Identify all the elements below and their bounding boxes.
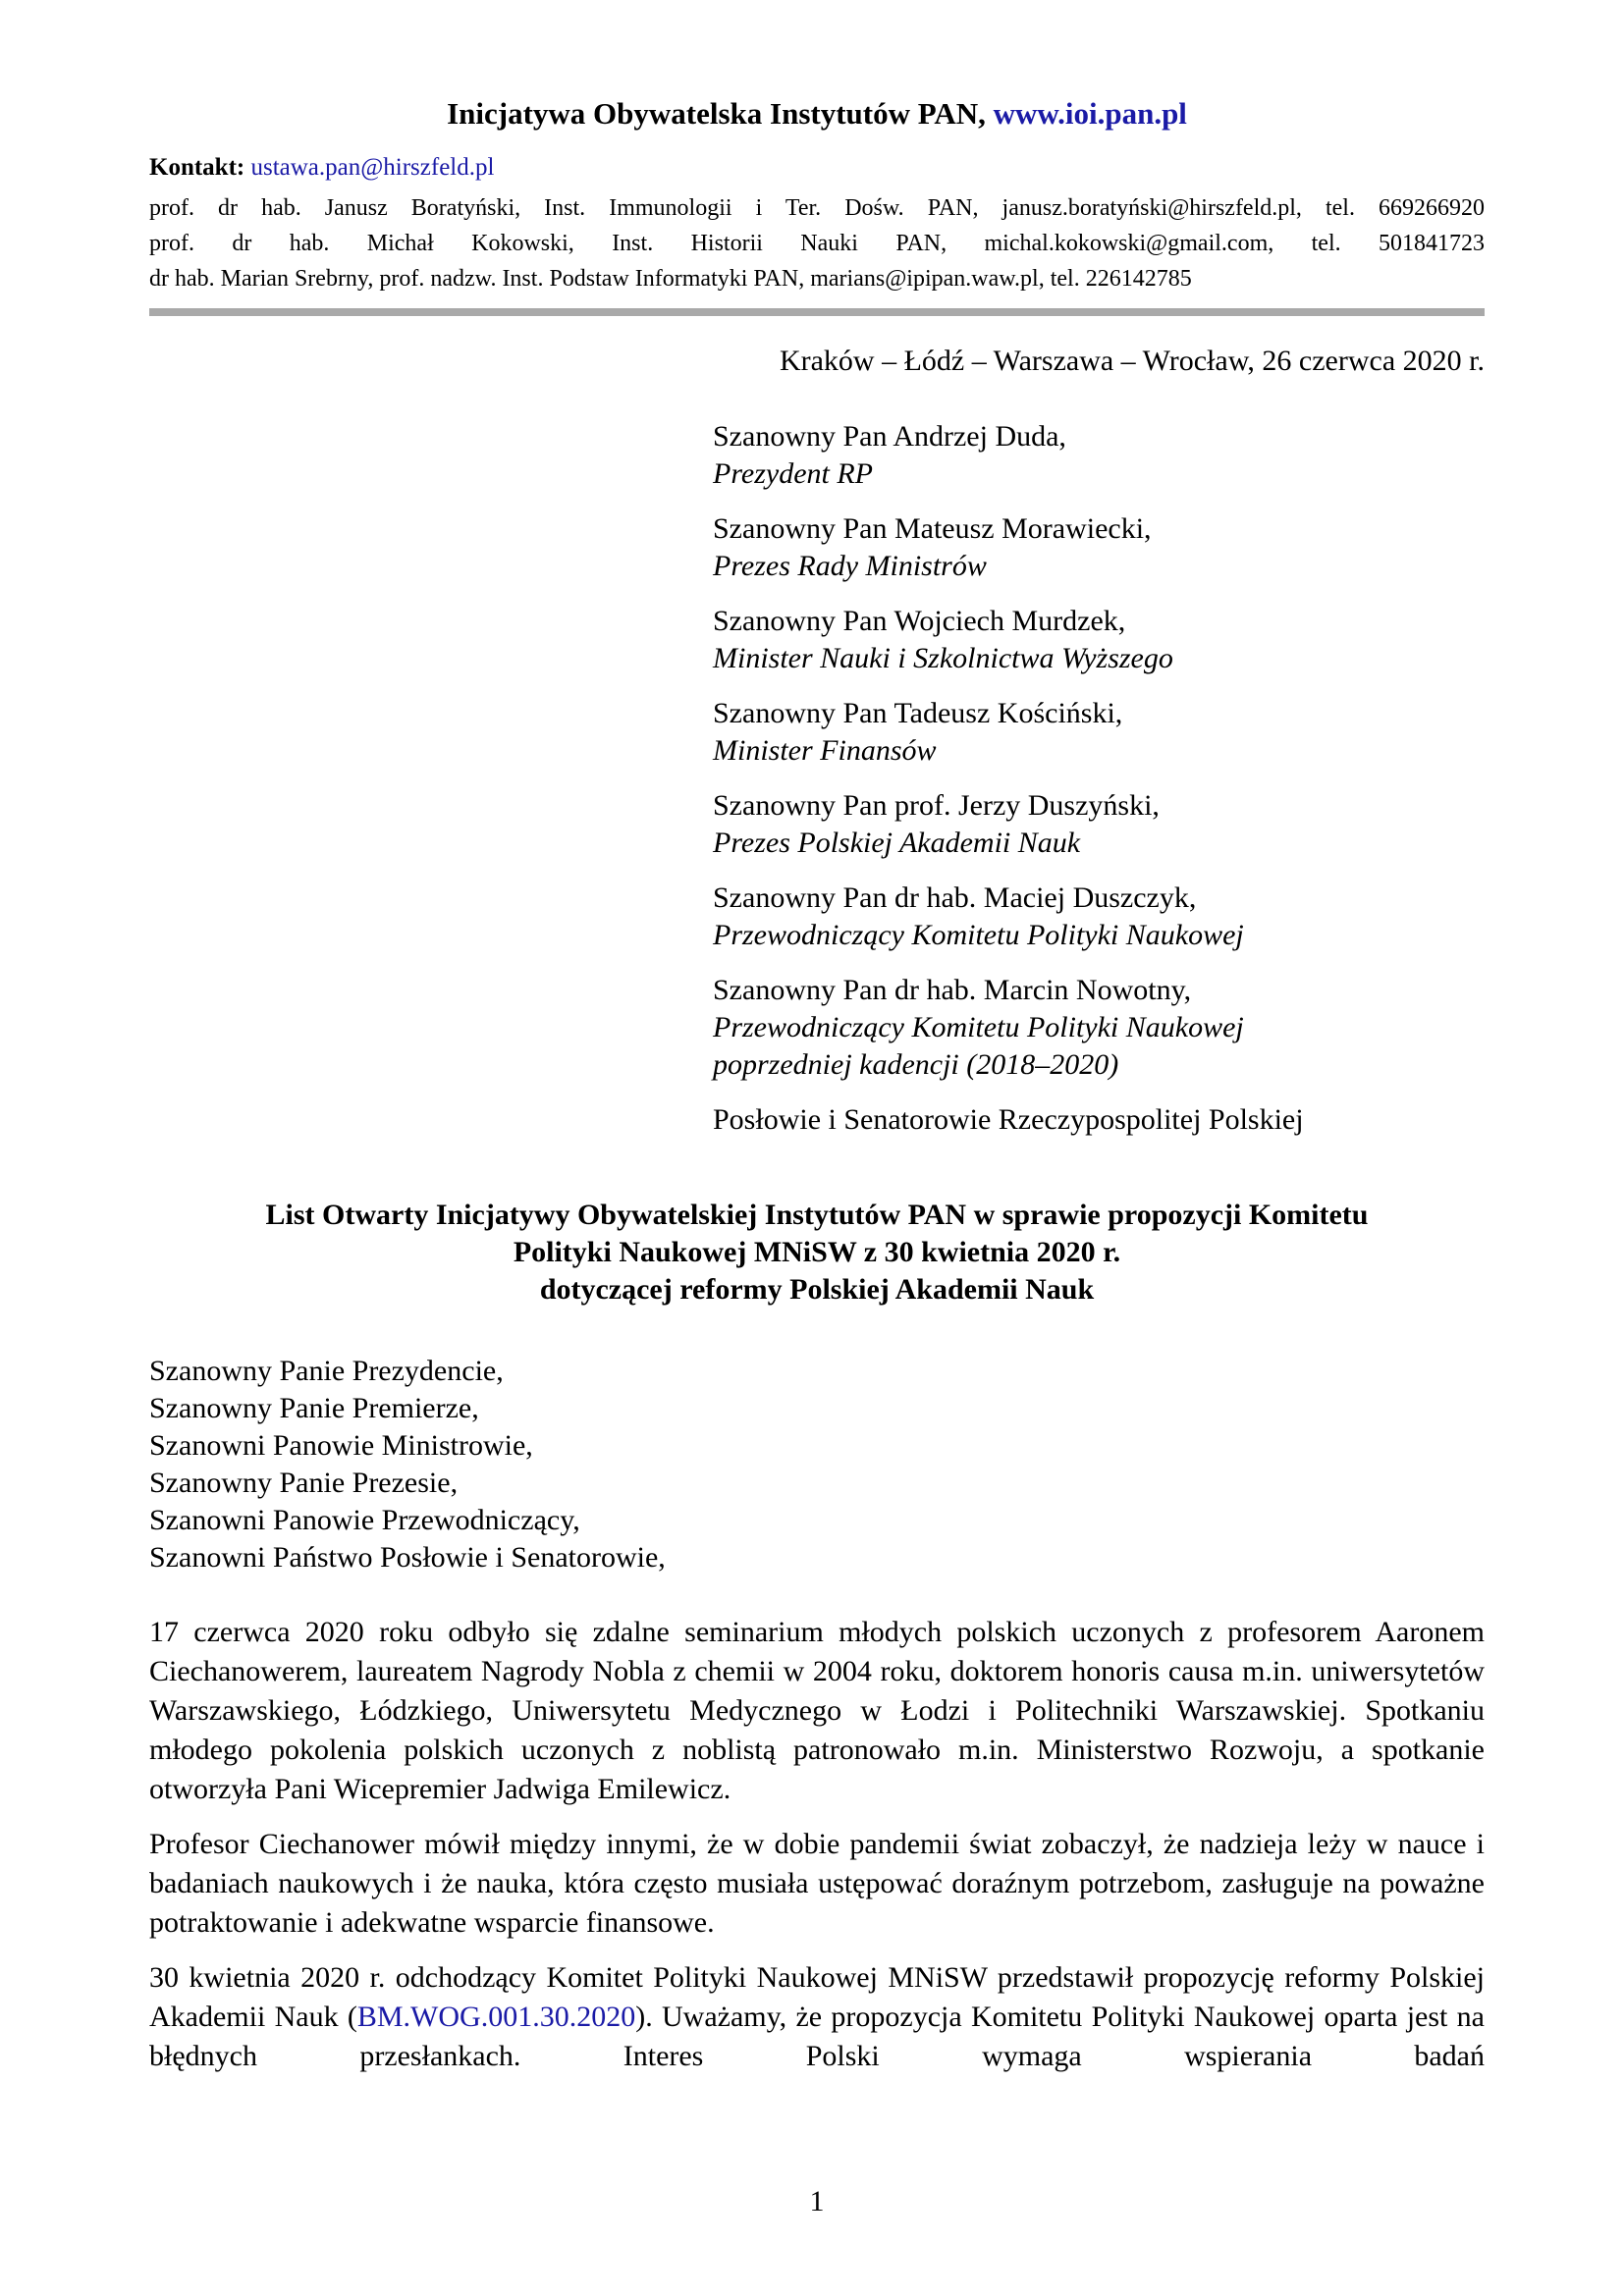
letter-title-line: List Otwarty Inicjatywy Obywatelskiej Instytutów PAN w sprawie propozycji Komitetu	[265, 1199, 1369, 1231]
addressee-role: poprzedniej kadencji (2018–2020)	[713, 1048, 1119, 1081]
addressee-name: Szanowny Pan dr hab. Maciej Duszczyk,	[713, 881, 1197, 914]
salutation-line: Szanowni Panowie Ministrowie,	[149, 1429, 533, 1462]
addressee	[713, 695, 1459, 770]
body-paragraph-2: Profesor Ciechanower mówił między innymi, że w dobie pandemii świat zobaczył, że nadzieja leży w nauce i badaniach naukowych i że nauka, która często musiała ustępować doraźnym potrzebom, zasługuje na poważne potraktowanie i adekwatne wsparcie finansowe.	[149, 1828, 1485, 1939]
addressee	[713, 510, 1459, 585]
contact-line	[149, 154, 494, 182]
addressee-role: Przewodniczący Komitetu Polityki Naukowej	[713, 919, 1244, 951]
salutation-block	[149, 1353, 666, 1576]
contact-people	[149, 190, 1485, 296]
header-title	[149, 96, 1485, 132]
letter-body	[149, 1613, 1485, 2092]
salutation-line: Szanowny Panie Prezesie,	[149, 1467, 459, 1499]
addressee	[713, 787, 1459, 862]
addressee-role: Minister Finansów	[713, 734, 937, 767]
page-number: 1	[809, 2185, 825, 2217]
addressee	[713, 880, 1459, 954]
salutation-line: Szanowny Panie Prezydencie,	[149, 1355, 504, 1387]
contact-person-1: prof. dr hab. Janusz Boratyński, Inst. Immunologii i Ter. Dośw. PAN, janusz.boratyński@hirszfeld.pl, tel. 669266920	[149, 195, 1485, 221]
salutation-line: Szanowni Państwo Posłowie i Senatorowie,	[149, 1541, 666, 1574]
addressee-name: Posłowie i Senatorowie Rzeczypospolitej Polskiej	[713, 1103, 1304, 1136]
body-paragraph-3	[149, 1958, 1485, 2076]
paragraph-3-start: 30 kwietnia 2020 r. odchodzący Komitet Polityki Naukowej MNiSW przedstawił propozycję reformy Polskiej Akademii Nauk (	[149, 1961, 1485, 2033]
website-link[interactable]: www.ioi.pan.pl	[993, 96, 1187, 131]
contact-person-3: dr hab. Marian Srebrny, prof. nadzw. Inst. Podstaw Informatyki PAN, marians@ipipan.waw.pl, tel. 226142785	[149, 266, 1192, 292]
addressee-name: Szanowny Pan Wojciech Murdzek,	[713, 605, 1126, 637]
letter-title-line: Polityki Naukowej MNiSW z 30 kwietnia 2020 r.	[513, 1236, 1121, 1268]
body-paragraph-1: 17 czerwca 2020 roku odbyło się zdalne seminarium młodych polskich uczonych z profesorem Aaronem Ciechanowerem, laureatem Nagrody Nobla z chemii w 2004 roku, doktorem honoris causa m.in. uniwersytetów Warszawskiego, Łódzkiego, Uniwersytetu Medycznego w Łodzi i Politechniki Warszawskiej. Spotkaniu młodego pokolenia polskich uczonych z noblistą patronowało m.in. Ministerstwo Rozwoju, a spotkanie otworzyła Pani Wicepremier Jadwiga Emilewicz.	[149, 1616, 1485, 1805]
letter-title-line: dotyczącej reformy Polskiej Akademii Nauk	[539, 1273, 1095, 1306]
addressee	[713, 418, 1459, 493]
header-divider	[149, 308, 1485, 316]
addressee-role: Minister Nauki i Szkolnictwa Wyższego	[713, 642, 1173, 674]
salutation-line: Szanowni Panowie Przewodniczący,	[149, 1504, 580, 1536]
dateline: Kraków – Łódź – Warszawa – Wrocław, 26 czerwca 2020 r.	[779, 345, 1485, 377]
salutation-line: Szanowny Panie Premierze,	[149, 1392, 479, 1424]
contact-person-2: prof. dr hab. Michał Kokowski, Inst. Historii Nauki PAN, michal.kokowski@gmail.com, tel. 501841723	[149, 231, 1485, 256]
contact-email-link[interactable]: ustawa.pan@hirszfeld.pl	[250, 154, 495, 181]
addressee	[713, 603, 1459, 677]
addressee-name: Szanowny Pan dr hab. Marcin Nowotny,	[713, 974, 1192, 1006]
addressee-name: Szanowny Pan Mateusz Morawiecki,	[713, 512, 1152, 545]
addressee	[713, 1101, 1459, 1139]
addressee-name: Szanowny Pan Tadeusz Kościński,	[713, 697, 1123, 729]
header-title-text: Inicjatywa Obywatelska Instytutów PAN,	[447, 96, 994, 131]
addressee-role: Przewodniczący Komitetu Polityki Naukowej	[713, 1011, 1244, 1043]
addressee	[713, 972, 1459, 1084]
addressee-list	[713, 418, 1459, 1156]
contact-label: Kontakt:	[149, 154, 245, 181]
addressee-role: Prezes Rady Ministrów	[713, 550, 987, 582]
addressee-name: Szanowny Pan Andrzej Duda,	[713, 420, 1066, 453]
paragraph-3-end: ). Uważamy, że propozycja Komitetu Polityki Naukowej oparta jest na błędnych przesłankach. Interes Polski wymaga wspierania badań	[149, 2001, 1485, 2072]
document-reference-link[interactable]: BM.WOG.001.30.2020	[356, 2001, 636, 2033]
addressee-name: Szanowny Pan prof. Jerzy Duszyński,	[713, 789, 1160, 822]
addressee-role: Prezes Polskiej Akademii Nauk	[713, 827, 1081, 859]
letter-title	[149, 1197, 1485, 1308]
addressee-role: Prezydent RP	[713, 457, 873, 490]
